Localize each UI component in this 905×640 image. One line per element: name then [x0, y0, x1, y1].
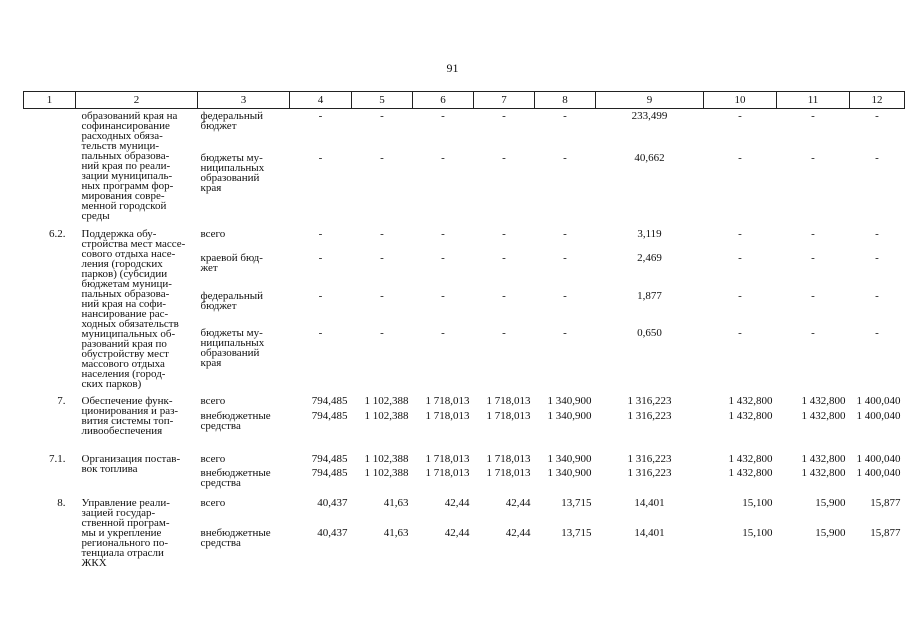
- value-cell: -: [441, 110, 445, 122]
- item-number: 6.2.: [49, 228, 66, 240]
- column-header: 6: [413, 92, 474, 109]
- value-cell: -: [380, 228, 384, 240]
- funding-source-text: внебюджетные средства: [200, 467, 271, 489]
- value-cell: -: [563, 327, 567, 340]
- value-cell: -: [738, 152, 742, 165]
- table-row: [24, 221, 905, 247]
- value-cell: -: [502, 152, 506, 165]
- value-cell: 15,900: [815, 497, 846, 509]
- value-cell: 1 432,800: [728, 410, 773, 423]
- value-cell: -: [441, 228, 445, 240]
- column-header: 2: [76, 92, 198, 109]
- value-cell: -: [811, 252, 815, 265]
- value-cell: 1 340,900: [547, 467, 592, 479]
- item-name-text: Поддержка обу- стройства мест массе- сового отдыха насе- ления (городских парков) (субсидии бюджетам муници- пальных образова- ний края на софи- нансирование рас- ходных обязательств муниципальных об- разований края по обустройству мест массового отдыха населения (город- ских парков): [81, 228, 186, 390]
- funding-source: [198, 464, 290, 488]
- funding-source-text: всего: [200, 453, 226, 465]
- item-name: [76, 488, 198, 568]
- value-cell: 1 400,040: [856, 410, 901, 423]
- value-cell: -: [738, 228, 742, 240]
- item-name-text: Обеспечение функ- ционирования и раз- вития системы топ- ливообеспечения: [81, 395, 179, 437]
- value-cell: 40,437: [317, 497, 348, 509]
- value-cell: 0,650: [637, 327, 662, 340]
- value-cell: 42,44: [505, 497, 531, 509]
- funding-source: [198, 488, 290, 524]
- value-cell: 1 316,223: [627, 467, 672, 479]
- column-header: 4: [290, 92, 352, 109]
- value-cell: 1 340,900: [547, 453, 592, 465]
- value-cell: -: [441, 152, 445, 165]
- value-cell: -: [380, 110, 384, 122]
- funding-source: [198, 524, 290, 568]
- value-cell: 1 432,800: [801, 453, 846, 465]
- value-cell: 1 102,388: [364, 410, 409, 423]
- value-cell: -: [738, 110, 742, 122]
- value-cell: -: [318, 228, 323, 240]
- value-cell: -: [563, 289, 567, 302]
- column-header: 12: [850, 92, 905, 109]
- value-cell: -: [811, 228, 815, 240]
- value-cell: 1 432,800: [728, 395, 773, 407]
- page-number: 91: [446, 61, 459, 75]
- value-cell: 14,401: [634, 527, 665, 540]
- value-cell: 1 718,013: [486, 410, 531, 423]
- item-number: 7.: [57, 395, 66, 407]
- value-cell: 1 102,388: [364, 395, 409, 407]
- value-cell: 1 316,223: [627, 453, 672, 465]
- value-cell: -: [318, 110, 323, 122]
- value-cell: 233,499: [631, 110, 668, 122]
- funding-source-text: федеральный бюджет: [200, 289, 263, 312]
- funding-source-text: бюджеты му- ниципальных образований края: [200, 152, 265, 195]
- value-cell: -: [502, 228, 506, 240]
- funding-source: [198, 285, 290, 323]
- value-cell: -: [502, 252, 506, 265]
- funding-source-text: всего: [200, 497, 226, 509]
- table-row: [24, 389, 905, 409]
- item-name: [76, 109, 198, 222]
- value-cell: 40,437: [317, 527, 348, 540]
- table-body: [24, 109, 905, 569]
- value-cell: 13,715: [561, 527, 592, 540]
- funding-source: [198, 389, 290, 409]
- value-cell: 15,877: [870, 497, 901, 509]
- table-row: [24, 109, 905, 144]
- value-cell: -: [502, 110, 506, 122]
- value-cell: -: [318, 289, 323, 302]
- value-cell: -: [318, 327, 323, 340]
- value-cell: 1 718,013: [425, 395, 470, 407]
- item-name-text: Управление реали- зацией государ- ственной програм- мы и укрепление регионального по- тенциала отрасли ЖКХ: [81, 497, 170, 569]
- value-cell: 1 432,800: [801, 467, 846, 479]
- value-cell: 41,63: [383, 527, 409, 540]
- value-cell: 1 316,223: [627, 395, 672, 407]
- column-header: 1: [24, 92, 76, 109]
- funding-source: [198, 436, 290, 464]
- budget-table: [23, 91, 905, 568]
- value-cell: 794,485: [311, 453, 348, 465]
- value-cell: -: [380, 152, 384, 165]
- value-cell: 42,44: [505, 527, 531, 540]
- item-name-text: образований края на софинансирование расходных обяза- тельств муници- пальных образова- ний края по реали- зации муниципаль- ных программ фор- мирования совре- менной городской среды: [81, 110, 178, 222]
- funding-source-text: всего: [200, 228, 226, 240]
- value-cell: 15,900: [815, 527, 846, 540]
- value-cell: -: [811, 289, 815, 302]
- column-header: 10: [704, 92, 777, 109]
- value-cell: -: [875, 252, 879, 265]
- column-header: 7: [474, 92, 535, 109]
- item-name: [76, 436, 198, 488]
- value-cell: 15,100: [742, 527, 773, 540]
- value-cell: -: [318, 252, 323, 265]
- item-name: [76, 221, 198, 389]
- value-cell: -: [738, 289, 742, 302]
- value-cell: 1 316,223: [627, 410, 672, 423]
- funding-source-text: внебюджетные средства: [200, 410, 271, 433]
- column-header: 3: [198, 92, 290, 109]
- funding-source-text: федеральный бюджет: [200, 110, 263, 132]
- column-header: 5: [352, 92, 413, 109]
- value-cell: 1 432,800: [728, 453, 773, 465]
- value-cell: 1 102,388: [364, 453, 409, 465]
- item-number: 7.1.: [49, 453, 66, 465]
- value-cell: 1 102,388: [364, 467, 409, 479]
- value-cell: 42,44: [444, 527, 470, 540]
- value-cell: -: [502, 327, 506, 340]
- value-cell: 42,44: [444, 497, 470, 509]
- value-cell: -: [563, 252, 567, 265]
- funding-source-text: бюджеты му- ниципальных образований края: [200, 327, 265, 370]
- value-cell: 1 400,040: [856, 395, 901, 407]
- value-cell: -: [441, 327, 445, 340]
- value-cell: -: [563, 228, 567, 240]
- value-cell: 2,469: [637, 252, 662, 265]
- value-cell: -: [875, 327, 879, 340]
- value-cell: -: [380, 252, 384, 265]
- value-cell: 794,485: [311, 410, 348, 423]
- value-cell: 1 432,800: [728, 467, 773, 479]
- table-header: [24, 92, 905, 109]
- value-cell: -: [380, 327, 384, 340]
- value-cell: 1 400,040: [856, 467, 901, 479]
- value-cell: 1 432,800: [801, 410, 846, 423]
- value-cell: -: [318, 152, 323, 165]
- value-cell: 1 718,013: [425, 467, 470, 479]
- value-cell: 15,100: [742, 497, 773, 509]
- funding-source: [198, 409, 290, 436]
- value-cell: 1 718,013: [486, 395, 531, 407]
- value-cell: 41,63: [383, 497, 409, 509]
- funding-source: [198, 322, 290, 389]
- value-cell: -: [441, 289, 445, 302]
- value-cell: -: [811, 110, 815, 122]
- funding-source-text: всего: [200, 395, 226, 407]
- value-cell: -: [875, 289, 879, 302]
- funding-source-text: внебюджетные средства: [200, 527, 271, 550]
- funding-source: [198, 247, 290, 285]
- item-name-text: Организация постав- вок топлива: [81, 453, 181, 475]
- funding-source-text: краевой бюд- жет: [200, 252, 263, 275]
- table-row: [24, 436, 905, 464]
- value-cell: -: [738, 252, 742, 265]
- value-cell: 15,877: [870, 527, 901, 540]
- item-number: 8.: [57, 497, 66, 509]
- value-cell: -: [380, 289, 384, 302]
- value-cell: 1 340,900: [547, 395, 592, 407]
- value-cell: 794,485: [311, 395, 348, 407]
- funding-source: [198, 221, 290, 247]
- value-cell: 1,877: [637, 289, 662, 302]
- column-header: 9: [596, 92, 704, 109]
- value-cell: -: [875, 110, 879, 122]
- item-name: [76, 389, 198, 436]
- value-cell: 1 718,013: [486, 453, 531, 465]
- value-cell: -: [441, 252, 445, 265]
- item-number: [24, 109, 76, 222]
- value-cell: -: [875, 152, 879, 165]
- funding-source: [198, 143, 290, 221]
- value-cell: -: [811, 152, 815, 165]
- value-cell: 3,119: [637, 228, 662, 240]
- value-cell: 1 432,800: [801, 395, 846, 407]
- column-header: 11: [777, 92, 850, 109]
- value-cell: 40,662: [634, 152, 665, 165]
- funding-source: [198, 109, 290, 144]
- value-cell: -: [563, 110, 567, 122]
- value-cell: 1 400,040: [856, 453, 901, 465]
- value-cell: -: [738, 327, 742, 340]
- value-cell: -: [875, 228, 879, 240]
- value-cell: 1 718,013: [425, 410, 470, 423]
- value-cell: 1 340,900: [547, 410, 592, 423]
- value-cell: 1 718,013: [486, 467, 531, 479]
- value-cell: 794,485: [311, 467, 348, 479]
- value-cell: -: [502, 289, 506, 302]
- value-cell: -: [811, 327, 815, 340]
- value-cell: 14,401: [634, 497, 665, 509]
- value-cell: -: [563, 152, 567, 165]
- table-row: [24, 488, 905, 524]
- value-cell: 13,715: [561, 497, 592, 509]
- column-header: 8: [535, 92, 596, 109]
- value-cell: 1 718,013: [425, 453, 470, 465]
